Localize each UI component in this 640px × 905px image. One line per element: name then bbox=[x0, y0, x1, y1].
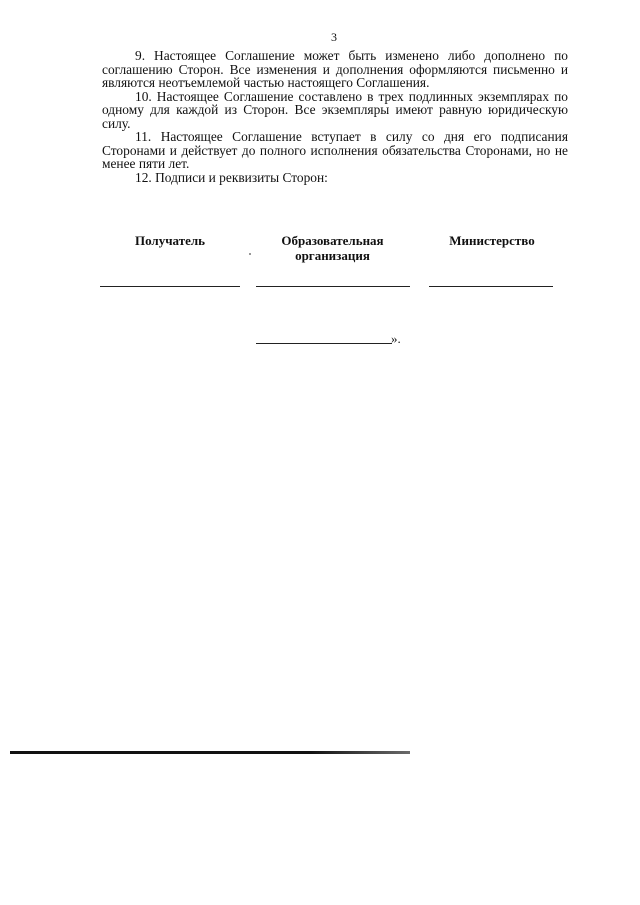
signature-line-educational-organization bbox=[256, 286, 410, 287]
clause-11: 11. Настоящее Соглашение вступает в силу со дня его подписания Сторонами и действует до полного исполнения обязательства Сторонами, но не менее пяти лет. bbox=[102, 129, 568, 171]
party-ministry-label: Министерство bbox=[449, 233, 535, 248]
signature-line-ministry bbox=[429, 286, 553, 287]
signature-block bbox=[0, 233, 640, 303]
party-educational-organization-label: Образовательная организация bbox=[281, 233, 384, 263]
party-recipient-label: Получатель bbox=[134, 233, 206, 248]
clause-12: 12. Подписи и реквизиты Сторон: bbox=[135, 169, 328, 185]
date-line bbox=[256, 343, 392, 344]
party-recipient bbox=[100, 233, 240, 248]
party-educational-organization bbox=[255, 233, 410, 263]
signature-line-recipient bbox=[100, 286, 240, 287]
page-number: 3 bbox=[331, 30, 337, 44]
date-closing-quote: ». bbox=[391, 331, 401, 346]
party-ministry bbox=[430, 233, 554, 248]
footnote-rule bbox=[10, 751, 410, 754]
clause-9: 9. Настоящее Соглашение может быть изменено либо дополнено по соглашению Сторон. Все изменения и дополнения оформляются письменно и являются неотъемлемой частью настоящего Соглашения. bbox=[102, 48, 568, 90]
agreement-clauses bbox=[102, 49, 568, 184]
scan-speck bbox=[249, 253, 251, 255]
clause-10: 10. Настоящее Соглашение составлено в трех подлинных экземплярах по одному для каждой из Сторон. Все экземпляры имеют равную юридическую силу. bbox=[102, 88, 568, 131]
